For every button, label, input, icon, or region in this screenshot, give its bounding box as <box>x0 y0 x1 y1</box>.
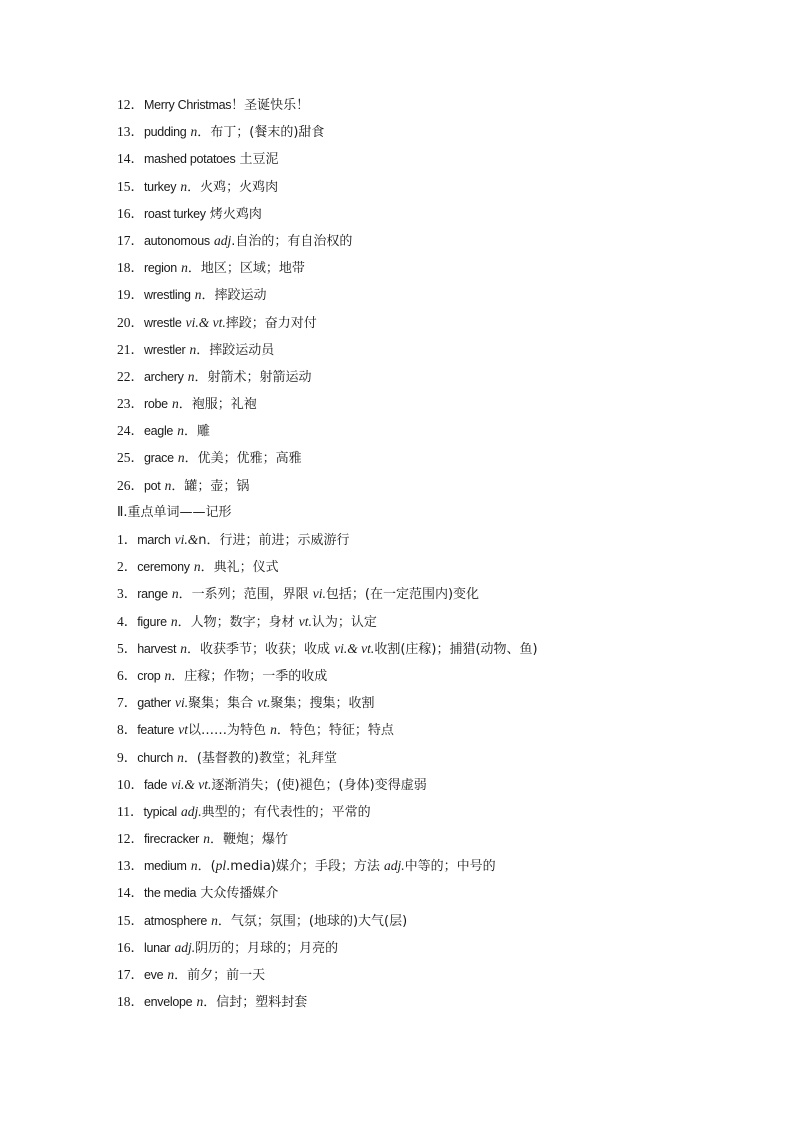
vocab-entry <box>117 608 757 635</box>
entry-definition: 烤火鸡肉 <box>205 206 262 222</box>
entry-number: 20． <box>117 314 144 330</box>
vocab-list-group-a <box>117 91 757 499</box>
entry-definition: ．(基督教的)教堂；礼拜堂 <box>183 750 338 766</box>
entry-definition: ．气氛；氛围；(地球的)大气(层) <box>217 913 408 929</box>
vocab-entry <box>117 91 757 118</box>
entry-word: church <box>137 750 173 765</box>
entry-number: 17． <box>117 967 144 982</box>
entry-definition: ．优美；优雅；高雅 <box>184 451 302 467</box>
entry-number: 22． <box>117 368 144 384</box>
entry-definition: 以……为特色 <box>187 723 271 739</box>
vocab-entry <box>117 635 757 662</box>
entry-part-of-speech: n <box>193 559 201 575</box>
vocab-entry <box>117 852 757 879</box>
entry-definition: ．鞭炮；爆竹 <box>209 832 288 848</box>
entry-number: 12． <box>117 97 144 112</box>
entry-word: wrestling <box>144 288 191 303</box>
entry-part-of-speech: adj <box>213 232 232 248</box>
vocab-entry <box>117 716 757 743</box>
vocab-entry <box>117 825 757 852</box>
entry-definition: 逐渐消失；(使)褪色；(身体)变得虚弱 <box>211 777 427 793</box>
vocab-entry <box>117 254 757 281</box>
entry-definition: n．行进；前进；示威游行 <box>198 533 350 548</box>
entry-part-of-speech: n <box>194 287 202 303</box>
entry-part-of-speech: adj. <box>174 939 196 955</box>
entry-part-of-speech: n <box>203 831 210 847</box>
entry-part-of-speech: n <box>190 124 198 140</box>
entry-number: 26． <box>117 477 144 493</box>
entry-number: 16． <box>117 205 144 221</box>
entry-definition: ．罐；壶；锅 <box>171 478 250 494</box>
entry-part-of-speech: n <box>189 341 197 357</box>
entry-word: gather <box>137 696 171 711</box>
entry-definition: 收割(庄稼)；捕猎(动物、鱼) <box>374 641 538 657</box>
entry-definition: ．收获季节；收获；收成 <box>187 641 335 657</box>
vocab-entry <box>117 472 757 499</box>
entry-definition: ．火鸡；火鸡肉 <box>187 179 279 195</box>
entry-number: 13． <box>117 858 144 874</box>
entry-word: the media <box>144 886 197 901</box>
entry-part-of-speech: pl <box>215 858 227 874</box>
entry-definition: ．雕 <box>183 424 210 440</box>
entry-part-of-speech: vi.& <box>174 532 199 547</box>
entry-word: wrestle <box>144 315 182 330</box>
entry-number: 18． <box>117 260 144 276</box>
entry-part-of-speech: n <box>164 477 172 493</box>
entry-word: feature <box>137 723 175 738</box>
entry-number: 23． <box>117 396 144 412</box>
entry-definition: 典型的；有代表性的；平常的 <box>201 804 371 820</box>
entry-number: 5． <box>117 640 138 656</box>
section-title-text: Ⅱ.重点单词——记形 <box>117 504 232 520</box>
entry-definition: .自治的；有自治权的 <box>231 233 353 249</box>
entry-number: 18． <box>117 994 144 1010</box>
section-title <box>117 499 757 526</box>
entry-word: figure <box>137 614 167 629</box>
entry-word: Merry Christmas <box>144 98 232 112</box>
entry-definition: ．( <box>197 859 216 875</box>
entry-word: region <box>144 261 177 276</box>
vocab-entry <box>117 336 757 363</box>
entry-number: 4． <box>117 613 138 629</box>
entry-part-of-speech: n <box>196 994 204 1010</box>
entry-part-of-speech: n <box>180 178 188 194</box>
entry-word: typical <box>143 804 177 819</box>
entry-part-of-speech: n <box>164 667 172 683</box>
entry-definition: 包括；(在一定范围内)变化 <box>325 587 480 603</box>
entry-part-of-speech: vi.& vt. <box>334 640 375 656</box>
entry-word: pot <box>144 478 161 493</box>
entry-part-of-speech: n <box>270 722 277 738</box>
entry-number: 9． <box>117 749 138 765</box>
entry-part-of-speech: n <box>190 858 198 874</box>
entry-number: 19． <box>117 287 144 303</box>
entry-part-of-speech: vt <box>178 722 188 738</box>
entry-word: autonomous <box>144 233 210 248</box>
entry-word: turkey <box>144 179 177 194</box>
entry-number: 13． <box>117 124 144 140</box>
vocabulary-page <box>117 91 757 1015</box>
entry-part-of-speech: adj. <box>180 803 202 819</box>
entry-definition: 聚集；集合 <box>188 696 258 712</box>
entry-definition: 中等的；中号的 <box>404 859 496 875</box>
entry-part-of-speech: vt. <box>257 695 271 711</box>
entry-part-of-speech: n <box>167 967 175 982</box>
entry-word: atmosphere <box>144 913 208 928</box>
entry-definition: 土豆泥 <box>235 152 279 168</box>
entry-number: 16． <box>117 939 144 955</box>
entry-part-of-speech: n <box>177 450 185 466</box>
entry-part-of-speech: adj. <box>384 858 405 874</box>
vocab-entry <box>117 662 757 689</box>
vocab-entry <box>117 553 757 580</box>
entry-number: 14． <box>117 151 144 167</box>
vocab-entry <box>117 281 757 308</box>
entry-definition: ．庄稼；作物；一季的收成 <box>171 668 328 684</box>
entry-word: medium <box>144 859 187 874</box>
vocab-entry <box>117 689 757 716</box>
entry-part-of-speech: n <box>177 749 184 765</box>
vocab-entry <box>117 771 757 798</box>
entry-word: archery <box>144 369 184 384</box>
entry-word: firecracker <box>144 832 200 847</box>
entry-number: 11． <box>117 803 144 819</box>
entry-number: 24． <box>117 423 144 439</box>
vocab-entry <box>117 879 757 906</box>
entry-definition: ．前夕；前一天 <box>174 968 266 983</box>
entry-number: 14． <box>117 885 144 901</box>
entry-word: range <box>137 587 168 602</box>
entry-part-of-speech: n <box>177 423 184 439</box>
entry-word: mashed potatoes <box>144 152 236 167</box>
vocab-entry <box>117 417 757 444</box>
entry-word: harvest <box>137 641 177 656</box>
vocab-entry <box>117 444 757 471</box>
entry-word: ceremony <box>137 560 190 575</box>
entry-definition: 大众传播媒介 <box>196 886 279 902</box>
entry-part-of-speech: n <box>170 613 178 629</box>
entry-number: 10． <box>117 776 144 792</box>
entry-definition: .media)媒介；手段；方法 <box>226 859 384 875</box>
entry-part-of-speech: n <box>181 260 188 276</box>
vocab-list-group-b <box>117 526 757 1015</box>
entry-number: 17． <box>117 232 144 248</box>
entry-part-of-speech: n <box>187 368 195 384</box>
entry-part-of-speech: vi. <box>312 586 326 602</box>
entry-number: 8． <box>117 722 138 738</box>
entry-definition: ．信封；塑料封套 <box>203 995 308 1011</box>
entry-part-of-speech: vi.& vt. <box>185 314 226 330</box>
entry-number: 6． <box>117 667 138 683</box>
entry-part-of-speech: vi. <box>175 695 189 711</box>
entry-definition: ．摔跤运动 <box>201 288 267 304</box>
entry-definition: ．人物；数字；身材 <box>177 614 299 630</box>
vocab-entry <box>117 200 757 227</box>
entry-definition: ．布丁；(餐末的)甜食 <box>197 125 325 141</box>
entry-word: grace <box>144 451 174 466</box>
entry-definition: ．一系列；范围，界限 <box>178 587 313 603</box>
entry-definition: ．射箭术；射箭运动 <box>194 369 312 385</box>
entry-word: eagle <box>144 424 174 439</box>
entry-part-of-speech: vt. <box>298 613 312 629</box>
vocab-entry <box>117 173 757 200</box>
entry-definition: ！圣诞快乐！ <box>231 98 310 113</box>
entry-definition: ．摔跤运动员 <box>196 342 275 358</box>
vocab-entry <box>117 988 757 1015</box>
entry-definition: 阴历的；月球的；月亮的 <box>195 940 339 956</box>
entry-part-of-speech: n <box>211 912 218 928</box>
entry-word: lunar <box>144 940 171 955</box>
entry-number: 12． <box>117 831 144 847</box>
entry-number: 7． <box>117 695 138 711</box>
vocab-entry <box>117 934 757 961</box>
entry-word: crop <box>137 668 161 683</box>
entry-word: wrestler <box>144 342 186 357</box>
vocab-entry <box>117 744 757 771</box>
vocab-entry <box>117 390 757 417</box>
vocab-entry <box>117 227 757 254</box>
entry-definition: ．典礼；仪式 <box>200 560 279 576</box>
entry-word: robe <box>144 397 168 412</box>
entry-number: 21． <box>117 341 144 357</box>
vocab-entry <box>117 309 757 336</box>
entry-definition: 摔跤；奋力对付 <box>225 315 317 331</box>
entry-number: 25． <box>117 450 144 466</box>
entry-word: fade <box>144 777 168 792</box>
entry-definition: 聚集；搜集；收割 <box>270 696 375 712</box>
entry-part-of-speech: n <box>171 396 179 412</box>
entry-part-of-speech: n <box>171 586 179 602</box>
entry-number: 15． <box>117 912 144 928</box>
vocab-entry <box>117 363 757 390</box>
vocab-entry <box>117 526 757 553</box>
entry-number: 1． <box>117 532 138 547</box>
vocab-entry <box>117 907 757 934</box>
entry-word: eve <box>144 968 164 982</box>
entry-number: 15． <box>117 178 144 194</box>
entry-definition: 认为；认定 <box>311 614 377 630</box>
entry-number: 2． <box>117 559 138 575</box>
entry-definition: ．地区；区域；地带 <box>187 261 305 277</box>
entry-number: 3． <box>117 586 138 602</box>
vocab-entry <box>117 961 757 988</box>
entry-definition: ．特色；特征；特点 <box>276 723 394 739</box>
vocab-entry <box>117 145 757 172</box>
entry-word: march <box>137 533 171 547</box>
entry-word: envelope <box>144 995 193 1010</box>
entry-definition: ．袍服；礼袍 <box>178 397 257 413</box>
entry-word: roast turkey <box>144 206 206 221</box>
vocab-entry <box>117 580 757 607</box>
entry-part-of-speech: n <box>180 640 188 656</box>
vocab-entry <box>117 118 757 145</box>
entry-word: pudding <box>144 125 187 140</box>
entry-part-of-speech: vi.& vt. <box>171 776 212 792</box>
vocab-entry <box>117 798 757 825</box>
